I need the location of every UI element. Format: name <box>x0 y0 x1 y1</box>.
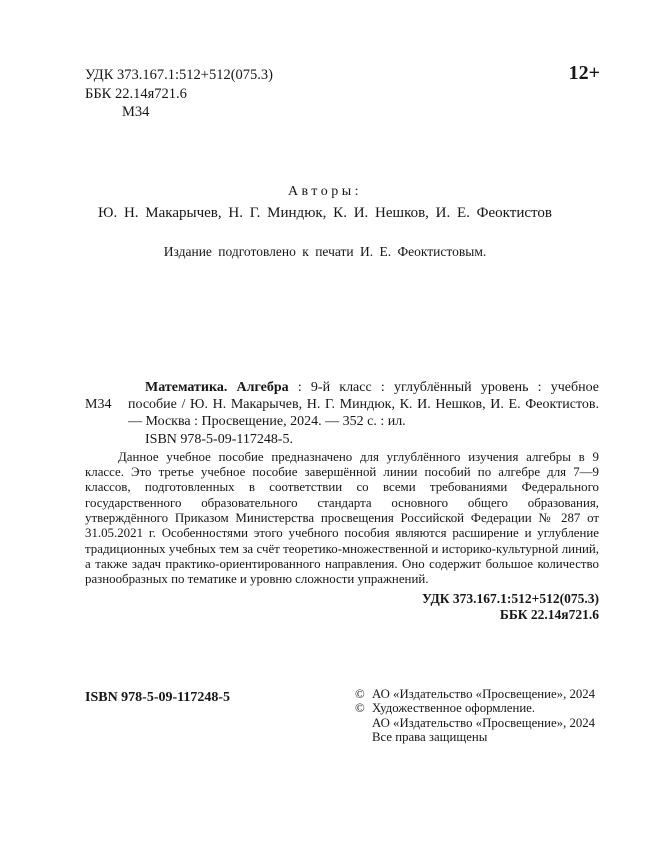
classification-block-bottom <box>85 591 599 623</box>
authors-heading: Авторы: <box>287 184 363 199</box>
bibliographic-entry <box>85 379 599 431</box>
copyright-sign: © <box>355 701 365 716</box>
udk-line-top: УДК 373.167.1:512+512(075.3) <box>85 67 273 83</box>
catalog-card <box>85 379 599 623</box>
copyright-text: АО «Издательство «Просвещение», 2024 <box>372 715 596 730</box>
edition-preparation-note: Издание подготовлено к печати И. Е. Феоктистовым. <box>163 244 487 259</box>
bbk-line-bottom: ББК 22.14я721.6 <box>499 607 599 623</box>
isbn-line-card: ISBN 978-5-09-117248-5. <box>145 431 294 447</box>
author-sign-code-top: М34 <box>122 104 150 120</box>
authors-names: Ю. Н. Макарычев, Н. Г. Миндюк, К. И. Нешков, И. Е. Феоктистов <box>98 205 552 221</box>
authors-block <box>0 184 650 222</box>
copyright-line <box>355 701 598 715</box>
age-rating-badge: 12+ <box>568 62 600 84</box>
copyright-sign: © <box>355 687 365 701</box>
copyright-line <box>355 687 598 701</box>
classification-block <box>85 66 273 122</box>
bibliographic-description: : 9-й класс : углублённый уровень : учебное пособие / Ю. Н. Макарычев, Н. Г. Миндюк, К. И. Нешков, И. Е. Феоктистов. — Москва : Просвещение, 2024. — 352 с. : ил. <box>128 380 599 430</box>
isbn-footer: ISBN 978-5-09-117248-5 <box>85 690 231 705</box>
copyright-block <box>355 687 598 744</box>
copyright-text: Все права защищены <box>372 729 488 744</box>
bbk-line-top: ББК 22.14я721.6 <box>85 85 187 102</box>
copyright-sign <box>355 730 372 744</box>
author-sign-code-card: М34 <box>85 397 112 413</box>
copyright-text: АО «Издательство «Просвещение», 2024 <box>372 687 596 701</box>
copyright-line <box>355 716 598 730</box>
copyright-sign <box>355 716 372 730</box>
udk-line-bottom: УДК 373.167.1:512+512(075.3) <box>421 591 599 607</box>
copyright-line <box>355 730 598 744</box>
book-title: Математика. Алгебра <box>145 380 289 395</box>
copyright-text: Художественное оформление. <box>372 701 536 716</box>
annotation-paragraph: Данное учебное пособие предназначено для углублённого изучения алгебры в 9 классе. Это третье учебное пособие завершённой линии пособий по алгебре для 7—9 классов, подготовленных в соответствии со всеми требованиями Федерального государственного образовательного стандарта основного общего образования, утверждённого Приказом Министерства просвещения Российской Федерации № 287 от 31.05.2021 г. Особенностями этого учебного пособия являются расширение и углубление традиционных учебных тем за счёт теоретико-множественной и историко-культурной линий, а также задач практико-ориентированного направления. Оно содержит большое количество разнообразных по тематике и уровню сложности упражнений. <box>85 449 599 587</box>
imprint-footer <box>85 687 598 747</box>
